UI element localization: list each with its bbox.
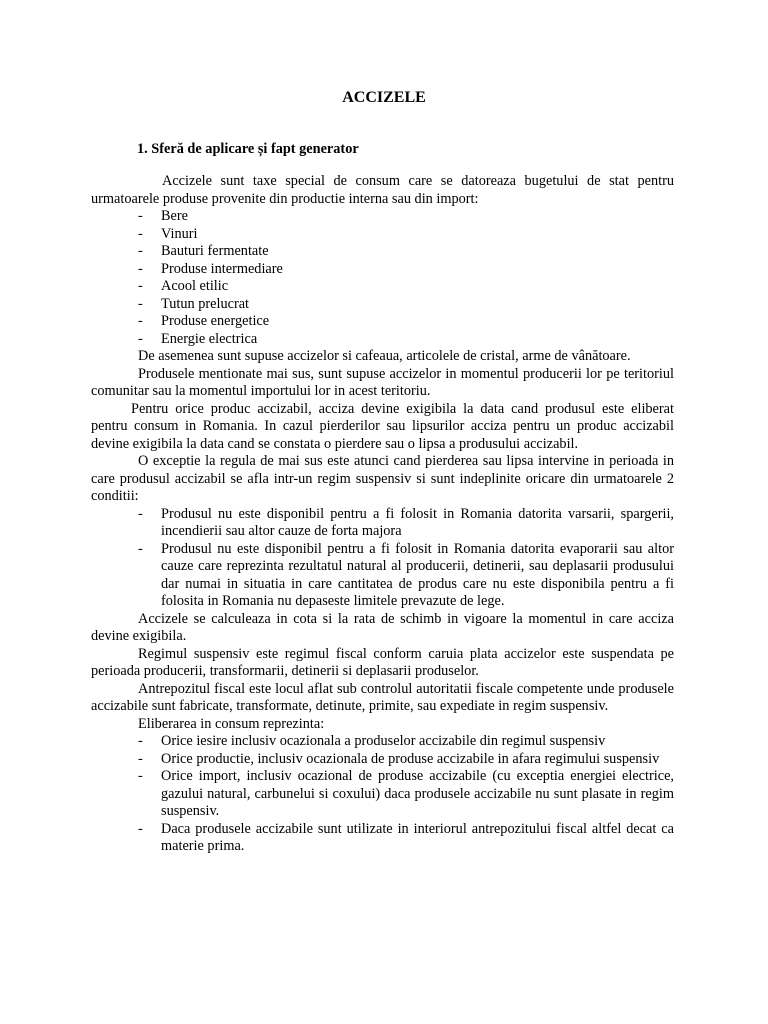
list-item xyxy=(91,821,674,856)
release-list xyxy=(91,733,674,856)
list-item xyxy=(91,313,674,331)
list-item-text: Vinuri xyxy=(161,225,198,242)
list-dash: - xyxy=(138,768,143,784)
list-dash: - xyxy=(138,733,143,749)
products-mentioned-paragraph: Produsele mentionate mai sus, sunt supuse accizelor in momentul producerii lor pe teritoriul comunitar sau la momentul importului lor in acest teritoriu. xyxy=(91,365,674,399)
also-paragraph: De asemenea sunt supuse accizelor si cafeaua, articolele de cristal, arme de vânătoare. xyxy=(138,348,631,364)
calculation-paragraph: Accizele se calculeaza in cota si la rata de schimb in vigoare la momentul in care acciza devine exigibila. xyxy=(91,610,674,644)
intro-paragraph: Accizele sunt taxe special de consum care se datoreaza bugetului de stat pentru urmatoarele produse provenite din productie interna sau din import: xyxy=(91,173,674,207)
list-dash: - xyxy=(138,540,143,557)
list-item xyxy=(91,751,674,769)
list-item xyxy=(91,261,674,279)
list-item xyxy=(91,296,674,314)
list-dash: - xyxy=(138,225,143,242)
list-dash: - xyxy=(138,208,143,224)
list-item-text: Produsul nu este disponibil pentru a fi folosit in Romania datorita varsarii, spargerii, incendierii sau altor cauze de forta majora xyxy=(161,505,674,539)
list-item-text: Produsul nu este disponibil pentru a fi folosit in Romania datorita evaporarii sau altor cauze care reprezinta rezultatul natural al producerii, detinerii, sau deplasarii produsului dar numai in situatia in care cantitatea de produs care nu este disponibila pentru a fi folosita in Romania nu depaseste limitele prevazute de lege. xyxy=(161,540,674,609)
list-item-text: Acool etilic xyxy=(161,278,229,294)
list-item xyxy=(91,208,674,226)
list-item xyxy=(91,226,674,244)
list-item-text: Produse intermediare xyxy=(161,260,283,277)
list-dash: - xyxy=(138,820,143,837)
list-item xyxy=(91,506,674,541)
list-item-text: Energie electrica xyxy=(161,330,258,347)
list-item xyxy=(91,768,674,821)
fiscal-warehouse-paragraph: Antrepozitul fiscal este locul aflat sub controlul autoritatii fiscale competente unde produsele accizabile sunt fabricate, transformate, detinute, primite, sau expediate in regim suspensiv. xyxy=(91,680,674,714)
list-item-text: Daca produsele accizabile sunt utilizate in interiorul antrepozitului fiscal altfel decat ca materie prima. xyxy=(161,820,674,854)
list-item xyxy=(91,243,674,261)
list-item-text: Orice productie, inclusiv ocazionala de produse accizabile in afara regimului suspensiv xyxy=(161,750,660,767)
list-item-text: Bauturi fermentate xyxy=(161,243,269,259)
section-heading: 1. Sferă de aplicare și fapt generator xyxy=(137,141,359,157)
list-item-text: Tutun prelucrat xyxy=(161,295,250,312)
list-dash: - xyxy=(138,260,143,277)
list-dash: - xyxy=(138,278,143,294)
document-body xyxy=(91,173,674,856)
suspensive-regime-paragraph: Regimul suspensiv este regimul fiscal conform caruia plata accizelor este suspendata pe perioada producerii, transformarii, detinerii si deplasarii produselor. xyxy=(91,645,674,679)
list-dash: - xyxy=(138,295,143,312)
page-title: ACCIZELE xyxy=(342,89,426,106)
list-dash: - xyxy=(138,750,143,767)
list-item-text: Produse energetice xyxy=(161,313,270,329)
list-item xyxy=(91,331,674,349)
exception-paragraph: O exceptie la regula de mai sus este atunci cand pierderea sau lipsa intervine in perioada in care produsul accizabil se afla intr-un regim suspensiv si sunt indeplinite oricare din urmatoarele 2 conditii: xyxy=(91,453,674,504)
list-dash: - xyxy=(138,313,143,329)
list-item-text: Orice import, inclusiv ocazional de produse accizabile (cu exceptia energiei electrice, gazului natural, carbunelui si coxului) daca produsele accizabile nu sunt plasate in regim suspensiv. xyxy=(161,768,674,819)
list-item xyxy=(91,278,674,296)
list-item-text: Bere xyxy=(161,208,188,224)
products-list xyxy=(91,208,674,348)
list-item-text: Orice iesire inclusiv ocazionala a produselor accizabile din regimul suspensiv xyxy=(161,733,606,749)
list-dash: - xyxy=(138,330,143,347)
list-dash: - xyxy=(138,505,143,522)
release-paragraph: Eliberarea in consum reprezinta: xyxy=(138,715,325,732)
list-item xyxy=(91,541,674,611)
list-dash: - xyxy=(138,243,143,259)
conditions-list xyxy=(91,506,674,611)
exigibility-paragraph: Pentru orice produc accizabil, acciza devine exigibila la data cand produsul este eliberat pentru consum in Romania. In cazul pierderilor sau lipsurilor acciza pentru un produc accizabil devine exigibila la data cand se constata o pierdere sau o lipsa a produsului accizabil. xyxy=(91,400,674,452)
list-item xyxy=(91,733,674,751)
